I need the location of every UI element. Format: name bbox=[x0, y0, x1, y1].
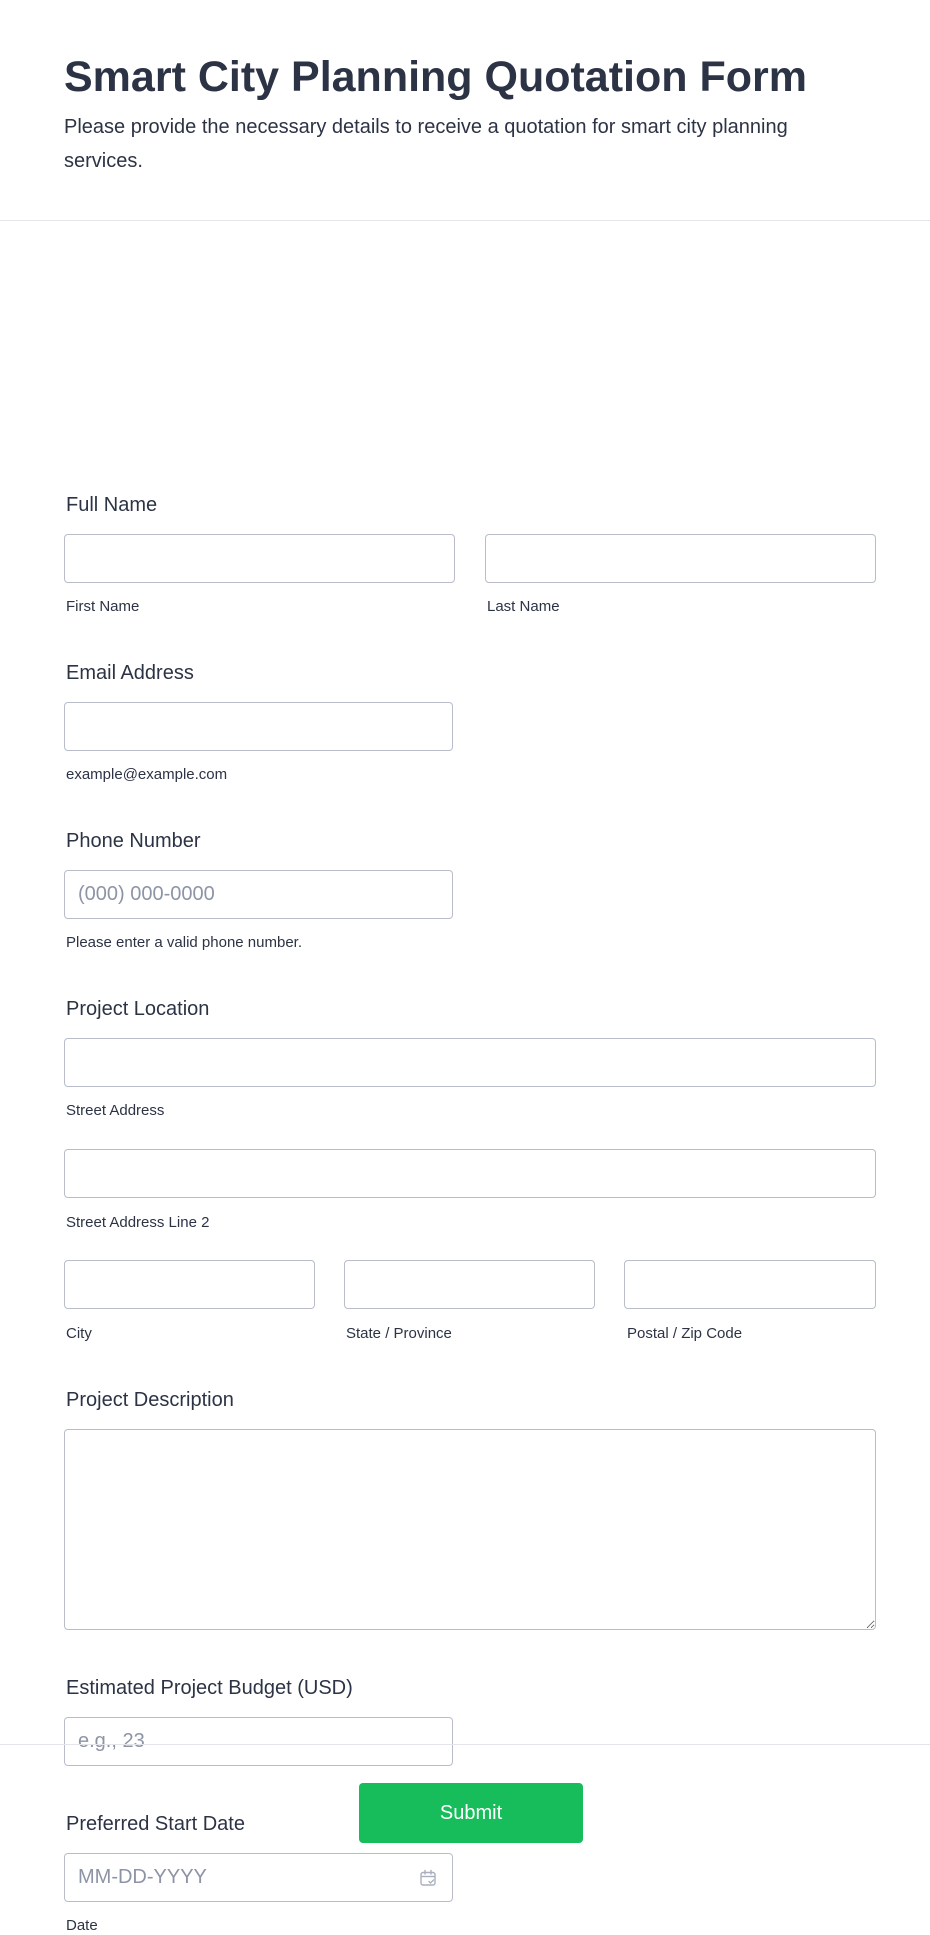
street-address-sublabel: Street Address bbox=[66, 1102, 165, 1119]
description-textarea[interactable] bbox=[64, 1429, 876, 1630]
first-name-input[interactable] bbox=[64, 534, 455, 583]
first-name-sublabel: First Name bbox=[66, 598, 140, 615]
city-sublabel: City bbox=[66, 1325, 92, 1342]
zip-sublabel: Postal / Zip Code bbox=[627, 1325, 743, 1342]
last-name-input[interactable] bbox=[485, 534, 876, 583]
start-date-sublabel: Date bbox=[66, 1917, 98, 1934]
zip-input[interactable] bbox=[624, 1260, 876, 1309]
street-address-input[interactable] bbox=[64, 1038, 876, 1087]
phone-input[interactable] bbox=[64, 870, 453, 919]
form-footer bbox=[0, 1744, 930, 1892]
city-input[interactable] bbox=[64, 1260, 315, 1309]
page-title: Smart City Planning Quotation Form bbox=[64, 53, 807, 101]
description-label: Project Description bbox=[66, 1389, 234, 1411]
page-subtitle: Please provide the necessary details to receive a quotation for smart city planning services. bbox=[64, 116, 788, 172]
form-header bbox=[0, 0, 930, 221]
state-input[interactable] bbox=[344, 1260, 595, 1309]
start-date-label: Preferred Start Date bbox=[66, 1813, 245, 1835]
phone-label: Phone Number bbox=[66, 830, 201, 852]
submit-button[interactable]: Submit bbox=[359, 1783, 583, 1843]
phone-sublabel: Please enter a valid phone number. bbox=[66, 934, 302, 951]
state-sublabel: State / Province bbox=[346, 1325, 452, 1342]
street-address-line2-sublabel: Street Address Line 2 bbox=[66, 1214, 210, 1231]
email-label: Email Address bbox=[66, 662, 194, 684]
last-name-sublabel: Last Name bbox=[487, 598, 560, 615]
email-input[interactable] bbox=[64, 702, 453, 751]
budget-label: Estimated Project Budget (USD) bbox=[66, 1677, 353, 1699]
location-label: Project Location bbox=[66, 998, 210, 1020]
email-sublabel: example@example.com bbox=[66, 766, 228, 783]
street-address-line2-input[interactable] bbox=[64, 1149, 876, 1198]
full-name-label: Full Name bbox=[66, 494, 158, 516]
